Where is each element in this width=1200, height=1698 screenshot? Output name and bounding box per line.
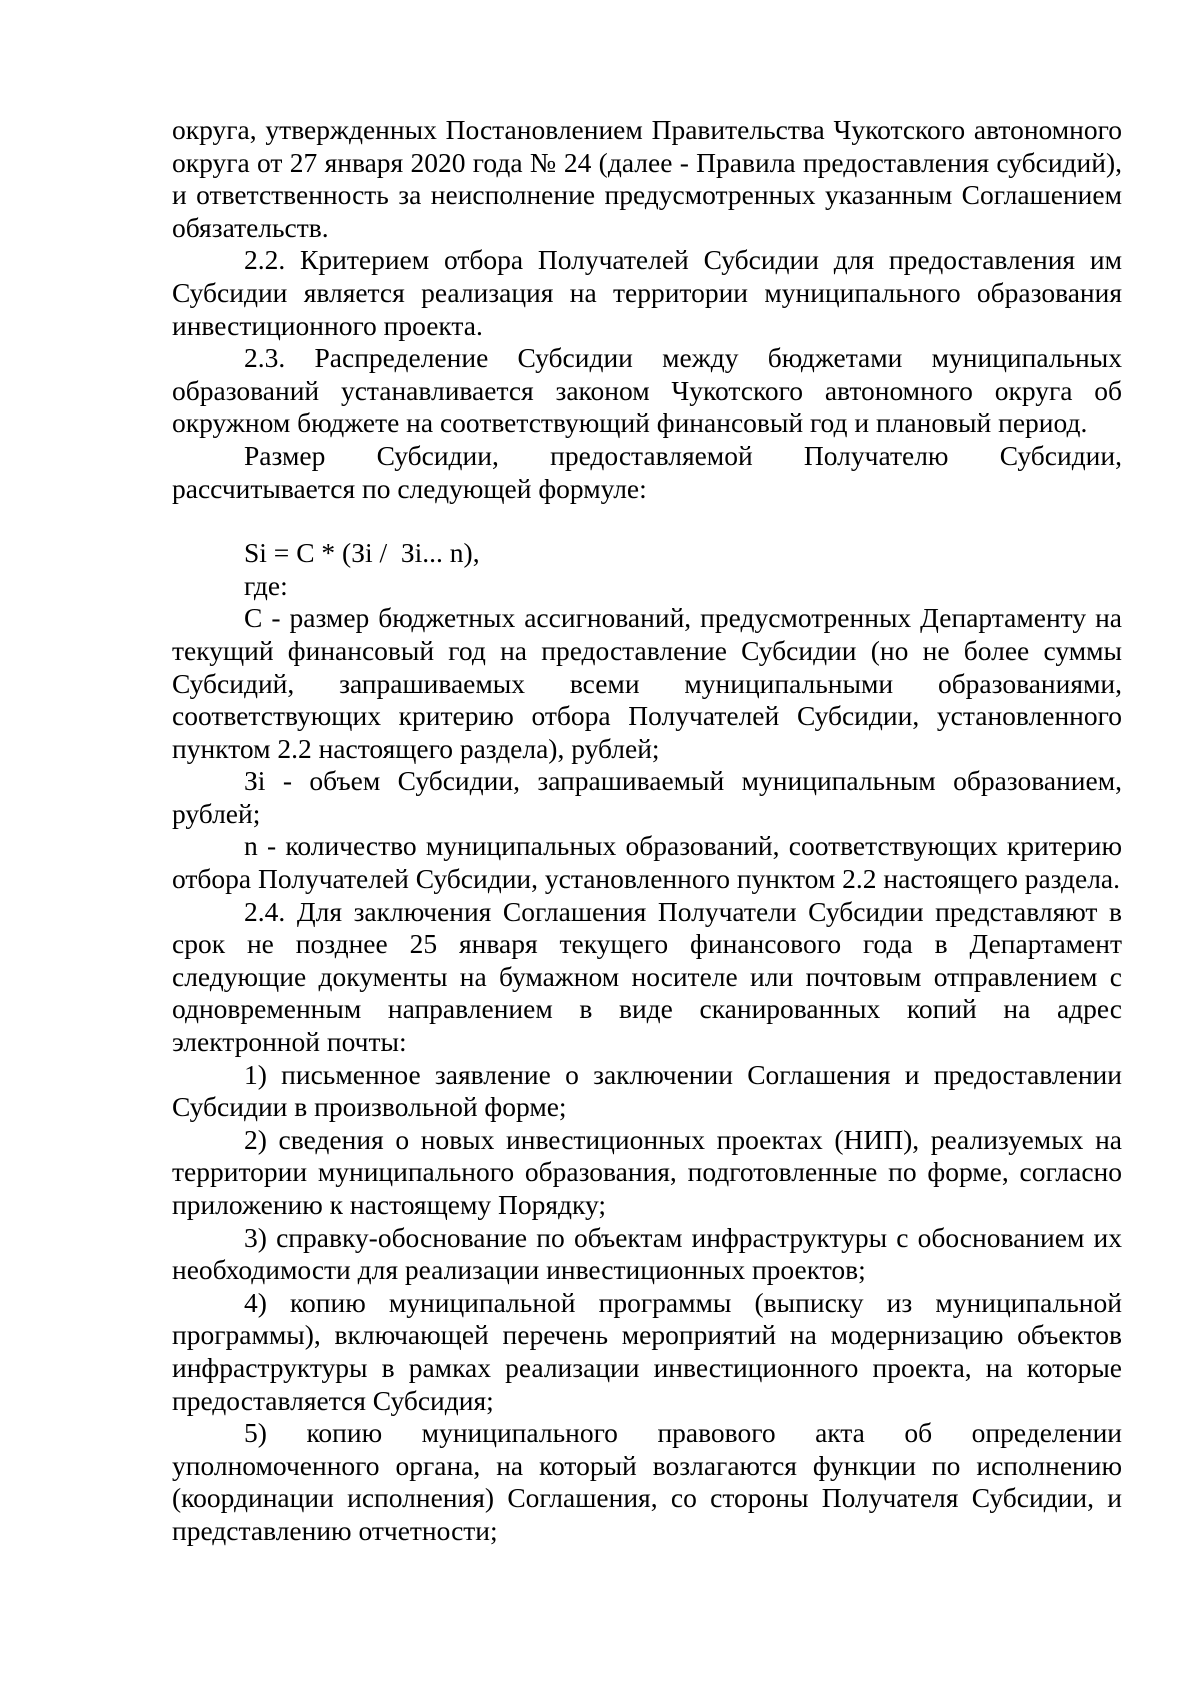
where-label: где:: [244, 569, 288, 601]
formula: Si = С * (Зi / Зi... n),: [244, 537, 480, 569]
list-item-2: 2) сведения о новых инвестиционных проектах (НИП), реализуемых на территории муниципального образования, подготовленные по форме, согласно приложению к настоящему Порядку;: [172, 1123, 1122, 1220]
paragraph-2-2: 2.2. Критерием отбора Получателей Субсидии для предоставления им Субсидии является реализация на территории муниципального образования инвестиционного проекта.: [172, 244, 1122, 341]
definition-c: С - размер бюджетных ассигнований, предусмотренных Департаменту на текущий финансовый год на предоставление Субсидии (но не более суммы Субсидий, запрашиваемых всеми муниципальными образованиями, соответствующих критерию отбора Получателей Субсидии, установленного пунктом 2.2 настоящего раздела), рублей;: [172, 602, 1122, 764]
document-body: [172, 114, 1122, 1548]
paragraph-subsidy-size: Размер Субсидии, предоставляемой Получателю Субсидии, рассчитывается по следующей формуле:: [172, 439, 1122, 504]
list-item-1: 1) письменное заявление о заключении Соглашения и предоставлении Субсидии в произвольной форме;: [172, 1058, 1122, 1123]
paragraph-continuation: округа, утвержденных Постановлением Правительства Чукотского автономного округа от 27 января 2020 года № 24 (далее - Правила предоставления субсидий), и ответственность за неисполнение предусмотренных указанным Соглашением обязательств.: [172, 114, 1122, 243]
paragraph-2-4: 2.4. Для заключения Соглашения Получатели Субсидии представляют в срок не позднее 25 января текущего финансового года в Департамент следующие документы на бумажном носителе или почтовым отправлением с одновременным направлением в виде сканированных копий на адрес электронной почты:: [172, 895, 1122, 1058]
list-item-5: 5) копию муниципального правового акта об определении уполномоченного органа, на который возлагаются функции по исполнению (координации исполнения) Соглашения, со стороны Получателя Субсидии, и представлению отчетности;: [172, 1417, 1122, 1546]
definition-n: n - количество муниципальных образований, соответствующих критерию отбора Получателей Субсидии, установленного пунктом 2.2 настоящего раздела.: [172, 830, 1122, 895]
definition-zi: Зi - объем Субсидии, запрашиваемый муниципальным образованием, рублей;: [172, 765, 1122, 829]
list-item-4: 4) копию муниципальной программы (выписку из муниципальной программы), включающей перечень мероприятий на модернизацию объектов инфраструктуры в рамках реализации инвестиционного проекта, на которые предоставляется Субсидия;: [172, 1286, 1122, 1416]
list-item-3: 3) справку-обоснование по объектам инфраструктуры с обоснованием их необходимости для реализации инвестиционных проектов;: [172, 1221, 1122, 1286]
paragraph-2-3: 2.3. Распределение Субсидии между бюджетами муниципальных образований устанавливается законом Чукотского автономного округа об окружном бюджете на соответствующий финансовый год и плановый период.: [172, 342, 1122, 439]
